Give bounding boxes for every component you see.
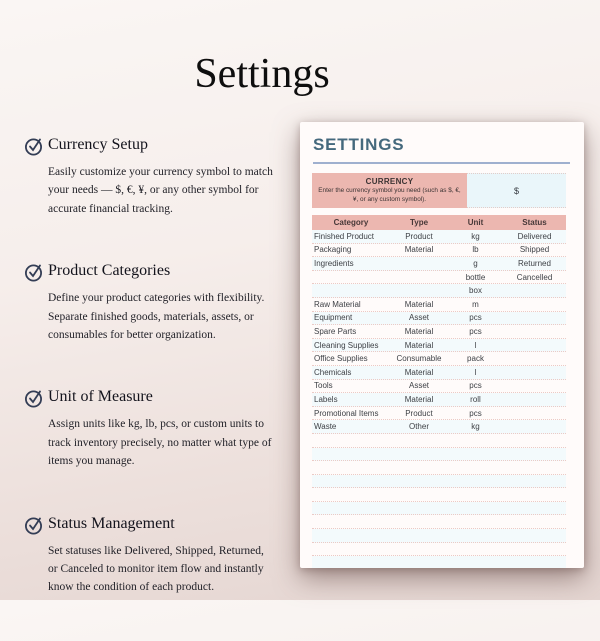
table-cell xyxy=(503,298,566,311)
feature-title: Status Management xyxy=(48,514,175,532)
table-cell: Chemicals xyxy=(314,367,352,377)
table-cell: Office Supplies xyxy=(314,354,368,364)
table-cell xyxy=(390,475,448,488)
column-header: Status xyxy=(522,218,547,227)
table-cell xyxy=(448,502,503,515)
feature-description: Assign units like kg, lb, pcs, or custom units to track inventory precisely, no matter what type of items you manage. xyxy=(48,418,272,468)
table-cell xyxy=(312,556,390,568)
currency-label: CURRENCY xyxy=(365,176,414,186)
table-cell xyxy=(312,461,390,474)
currency-section xyxy=(312,173,566,208)
table-cell: bottle xyxy=(465,272,486,282)
table-cell: Spare Parts xyxy=(314,326,357,336)
table-row xyxy=(312,502,566,516)
table-row xyxy=(312,515,566,529)
title-divider xyxy=(313,162,570,164)
table-cell xyxy=(390,461,448,474)
table-cell: pcs xyxy=(469,313,482,323)
table-cell: Material xyxy=(404,340,434,350)
table-row xyxy=(312,352,566,366)
table-cell xyxy=(503,284,566,297)
table-cell: Delivered xyxy=(517,231,552,241)
table-cell xyxy=(312,448,390,461)
column-header: Type xyxy=(409,218,429,227)
table-cell: Product xyxy=(405,231,433,241)
table-row xyxy=(312,488,566,502)
column-header: Category xyxy=(333,218,369,227)
feature-description: Define your product categories with flexibility. Separate finished goods, materials, assets, or consumables for better organization. xyxy=(48,292,265,341)
table-cell: m xyxy=(472,299,479,309)
check-circle-icon xyxy=(24,137,43,156)
settings-table xyxy=(312,215,566,568)
table-cell: Product xyxy=(405,408,433,418)
table-cell: g xyxy=(473,258,478,268)
table-cell: Asset xyxy=(408,313,429,323)
table-cell xyxy=(390,448,448,461)
table-cell xyxy=(448,475,503,488)
feature-title: Unit of Measure xyxy=(48,388,153,406)
table-cell xyxy=(448,461,503,474)
table-row xyxy=(312,543,566,557)
table-cell xyxy=(503,488,566,501)
table-cell: kg xyxy=(471,231,480,241)
table-cell: Asset xyxy=(408,381,429,391)
table-row xyxy=(312,407,566,421)
table-cell: Material xyxy=(404,326,434,336)
feature-list xyxy=(24,136,286,641)
check-circle-icon xyxy=(24,389,43,408)
table-cell xyxy=(390,543,448,556)
table-cell xyxy=(390,488,448,501)
table-cell xyxy=(390,284,448,297)
table-cell xyxy=(448,434,503,447)
sheet-title: SETTINGS xyxy=(313,135,405,154)
check-circle-icon xyxy=(24,263,43,282)
table-cell xyxy=(503,515,566,528)
table-cell: Other xyxy=(408,422,429,432)
table-cell: kg xyxy=(471,422,480,432)
table-row xyxy=(312,284,566,298)
table-cell: Cancelled xyxy=(516,272,553,282)
table-cell xyxy=(503,352,566,365)
table-row xyxy=(312,448,566,462)
table-cell: pcs xyxy=(469,408,482,418)
table-cell xyxy=(312,475,390,488)
table-cell: pcs xyxy=(469,326,482,336)
table-cell xyxy=(503,502,566,515)
table-cell: Consumable xyxy=(396,354,442,364)
table-cell xyxy=(448,529,503,542)
settings-sheet-panel xyxy=(300,122,584,568)
feature-item xyxy=(24,136,286,218)
table-row xyxy=(312,325,566,339)
currency-description: Enter the currency symbol you need (such as $, €, ¥, or any custom symbol). xyxy=(318,186,461,203)
table-cell: Promotional Items xyxy=(314,408,379,418)
table-cell: Material xyxy=(404,394,434,404)
table-cell xyxy=(448,515,503,528)
table-cell xyxy=(312,543,390,556)
table-row xyxy=(312,556,566,568)
table-cell xyxy=(312,284,390,297)
table-row xyxy=(312,393,566,407)
currency-label-cell xyxy=(312,173,467,208)
feature-description: Easily customize your currency symbol to match your needs — $, €, ¥, or any other symbol for accurate financial tracking. xyxy=(48,166,273,215)
table-row xyxy=(312,380,566,394)
table-cell: Raw Material xyxy=(314,299,361,309)
table-cell: Cleaning Supplies xyxy=(314,340,379,350)
currency-value-cell: $ xyxy=(467,173,566,208)
table-cell: Returned xyxy=(518,258,551,268)
table-row xyxy=(312,475,566,489)
table-cell: Waste xyxy=(314,422,337,432)
table-row xyxy=(312,420,566,434)
table-row xyxy=(312,366,566,380)
feature-title: Product Categories xyxy=(48,262,171,280)
feature-item xyxy=(24,388,286,470)
table-cell xyxy=(390,271,448,284)
table-cell: Material xyxy=(404,367,434,377)
table-cell: Material xyxy=(404,299,434,309)
table-cell: Tools xyxy=(314,381,333,391)
table-cell xyxy=(390,556,448,568)
table-cell: lb xyxy=(472,245,479,255)
table-cell xyxy=(503,380,566,393)
table-cell xyxy=(390,515,448,528)
table-cell: l xyxy=(474,367,477,377)
column-header: Unit xyxy=(467,218,484,227)
feature-description: Set statuses like Delivered, Shipped, Returned, or Canceled to monitor item flow and instantly know the condition of each product. xyxy=(48,544,264,594)
table-cell: Shipped xyxy=(519,245,550,255)
table-cell xyxy=(503,434,566,447)
table-row xyxy=(312,529,566,543)
table-row xyxy=(312,461,566,475)
table-cell xyxy=(390,529,448,542)
table-cell xyxy=(312,515,390,528)
table-cell xyxy=(503,448,566,461)
table-row xyxy=(312,312,566,326)
table-row xyxy=(312,230,566,244)
table-cell xyxy=(448,543,503,556)
table-cell xyxy=(503,366,566,379)
table-cell xyxy=(503,393,566,406)
table-cell xyxy=(503,312,566,325)
table-cell xyxy=(390,502,448,515)
table-row xyxy=(312,271,566,285)
table-cell xyxy=(390,434,448,447)
feature-item xyxy=(24,515,286,597)
feature-title: Currency Setup xyxy=(48,136,148,153)
table-cell xyxy=(312,488,390,501)
table-cell: Finished Product xyxy=(314,231,375,241)
table-cell: Equipment xyxy=(314,313,353,323)
table-row xyxy=(312,339,566,353)
feature-item xyxy=(24,262,286,344)
table-cell: Material xyxy=(404,245,434,255)
table-cell: pcs xyxy=(469,381,482,391)
table-header-row xyxy=(312,215,566,230)
table-cell xyxy=(503,529,566,542)
table-cell: l xyxy=(474,340,477,350)
table-cell: Ingredients xyxy=(314,258,354,268)
table-row xyxy=(312,244,566,258)
table-cell xyxy=(312,271,390,284)
table-row xyxy=(312,298,566,312)
table-cell xyxy=(503,420,566,433)
table-cell xyxy=(503,325,566,338)
table-cell: pack xyxy=(467,354,484,364)
check-circle-icon xyxy=(24,516,43,535)
table-row xyxy=(312,257,566,271)
table-cell xyxy=(312,529,390,542)
table-row xyxy=(312,434,566,448)
table-cell xyxy=(312,502,390,515)
table-cell xyxy=(503,407,566,420)
table-cell: box xyxy=(469,286,482,296)
table-cell xyxy=(448,488,503,501)
table-cell xyxy=(503,461,566,474)
table-cell: Labels xyxy=(314,394,338,404)
table-cell xyxy=(503,339,566,352)
table-cell xyxy=(448,556,503,568)
table-cell xyxy=(503,475,566,488)
table-cell xyxy=(390,257,448,270)
page-title: Settings xyxy=(194,51,330,98)
table-cell xyxy=(503,543,566,556)
table-cell xyxy=(312,434,390,447)
table-cell xyxy=(503,556,566,568)
table-cell: roll xyxy=(470,394,481,404)
table-cell xyxy=(448,448,503,461)
table-cell: Packaging xyxy=(314,245,352,255)
